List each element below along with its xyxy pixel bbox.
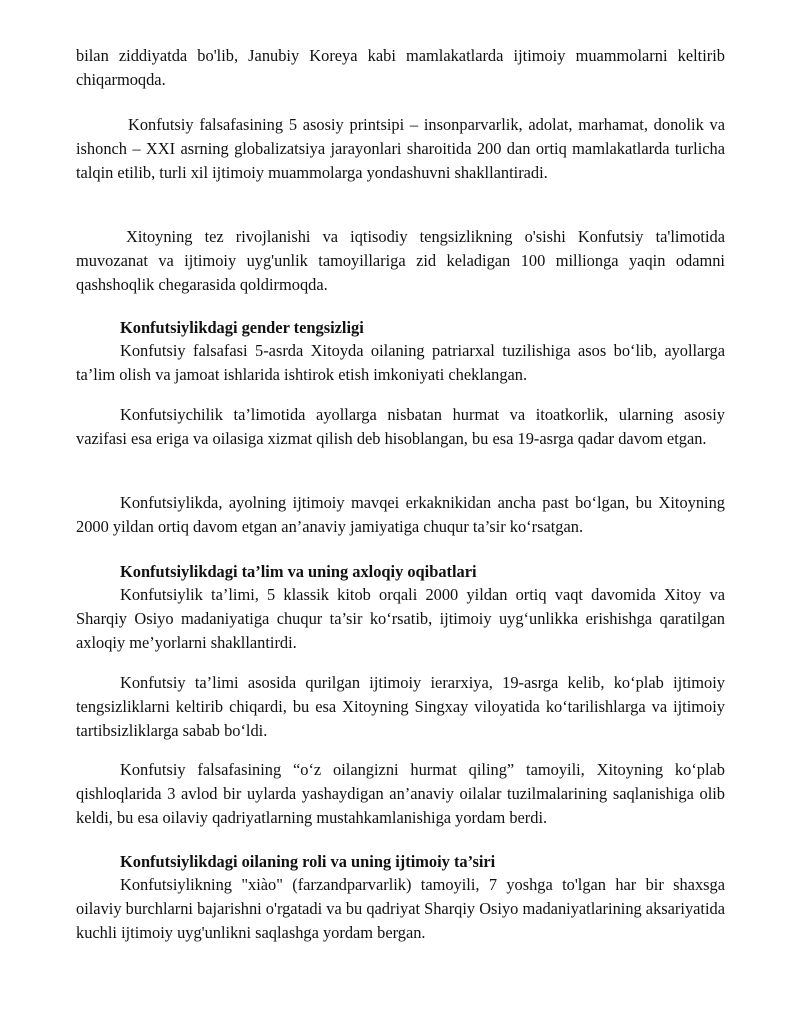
paragraph-education-2: Konfutsiy ta’limi asosida qurilgan ijtimoiy ierarxiya, 19-asrga kelib, ko‘plab ijtimoiy tengsizliklarni keltirib chiqardi, bu esa Xitoyning Singxay viloyatida ko‘tarilishlarga va ijtimoiy tartibsizliklarga sabab bo‘ldi. — [76, 673, 725, 741]
paragraph-gender-1: Konfutsiy falsafasi 5-asrda Xitoyda oilaning patriarxal tuzilishiga asos bo‘lib, ayollarga ta’lim olish va jamoat ishlarida ishtirok etish imkoniyati cheklangan. — [76, 341, 725, 385]
heading-gender-inequality: Konfutsiylikdagi gender tengsizligi — [120, 318, 364, 337]
paragraph-family-1: Konfutsiylikning "xiào" (farzandparvarlik) tamoyili, 7 yoshga to'lgan har bir shaxsga oilaviy burchlarni bajarishni o'rgatadi va bu qadriyat Sharqiy Osiyo madaniyatlarining aksariyatida kuchli ijtimoiy uyg'unlikni saqlashga yordam bergan. — [76, 875, 725, 943]
heading-education-ethics: Konfutsiylikdagi ta’lim va uning axloqiy oqibatlari — [120, 562, 477, 581]
paragraph-principles: Konfutsiy falsafasining 5 asosiy printsipi – insonparvarlik, adolat, marhamat, donolik va ishonch – XXI asrning globalizatsiya jarayonlari sharoitida 200 dan ortiq mamlakatlarda turlicha talqin etilib, turli xil ijtimoiy muammolarga yondashuvni shakllantiradi. — [76, 115, 725, 183]
paragraph-continuation: bilan ziddiyatda bo'lib, Janubiy Koreya kabi mamlakatlarda ijtimoiy muammolarni keltirib chiqarmoqda. — [76, 46, 725, 90]
paragraph-education-3: Konfutsiy falsafasining “o‘z oilangizni hurmat qiling” tamoyili, Xitoyning ko‘plab qishloqlarida 3 avlod bir uylarda yashaydigan an’anaviy oilalar tuzilmalarining saqlanishiga olib keldi, bu esa oilaviy qadriyatlarning mustahkamlanishiga yordam berdi. — [76, 760, 725, 828]
paragraph-gender-2: Konfutsiychilik ta’limotida ayollarga nisbatan hurmat va itoatkorlik, ularning asosiy vazifasi esa eriga va oilasiga xizmat qilish deb hisoblangan, bu esa 19-asrga qadar davom etgan. — [76, 405, 725, 449]
paragraph-education-1: Konfutsiylik ta’limi, 5 klassik kitob orqali 2000 yildan ortiq vaqt davomida Xitoy va Sharqiy Osiyo madaniyatiga chuqur ta’sir ko‘rsatib, ijtimoiy uyg‘unlikka erishishga qaratilgan axloqiy me’yorlarni shakllantirdi. — [76, 585, 725, 653]
heading-family-role: Konfutsiylikdagi oilaning roli va uning ijtimoiy ta’siri — [120, 852, 496, 871]
paragraph-gender-3: Konfutsiylikda, ayolning ijtimoiy mavqei erkaknikidan ancha past bo‘lgan, bu Xitoyning 2000 yildan ortiq davom etgan an’anaviy jamiyatiga chuqur ta’sir ko‘rsatgan. — [76, 493, 725, 537]
paragraph-inequality: Xitoyning tez rivojlanishi va iqtisodiy tengsizlikning o'sishi Konfutsiy ta'limotida muvozanat va ijtimoiy uyg'unlik tamoyillariga zid keladigan 100 millionga yaqin odamni qashshoqlik chegarasida qoldirmoqda. — [76, 227, 725, 295]
